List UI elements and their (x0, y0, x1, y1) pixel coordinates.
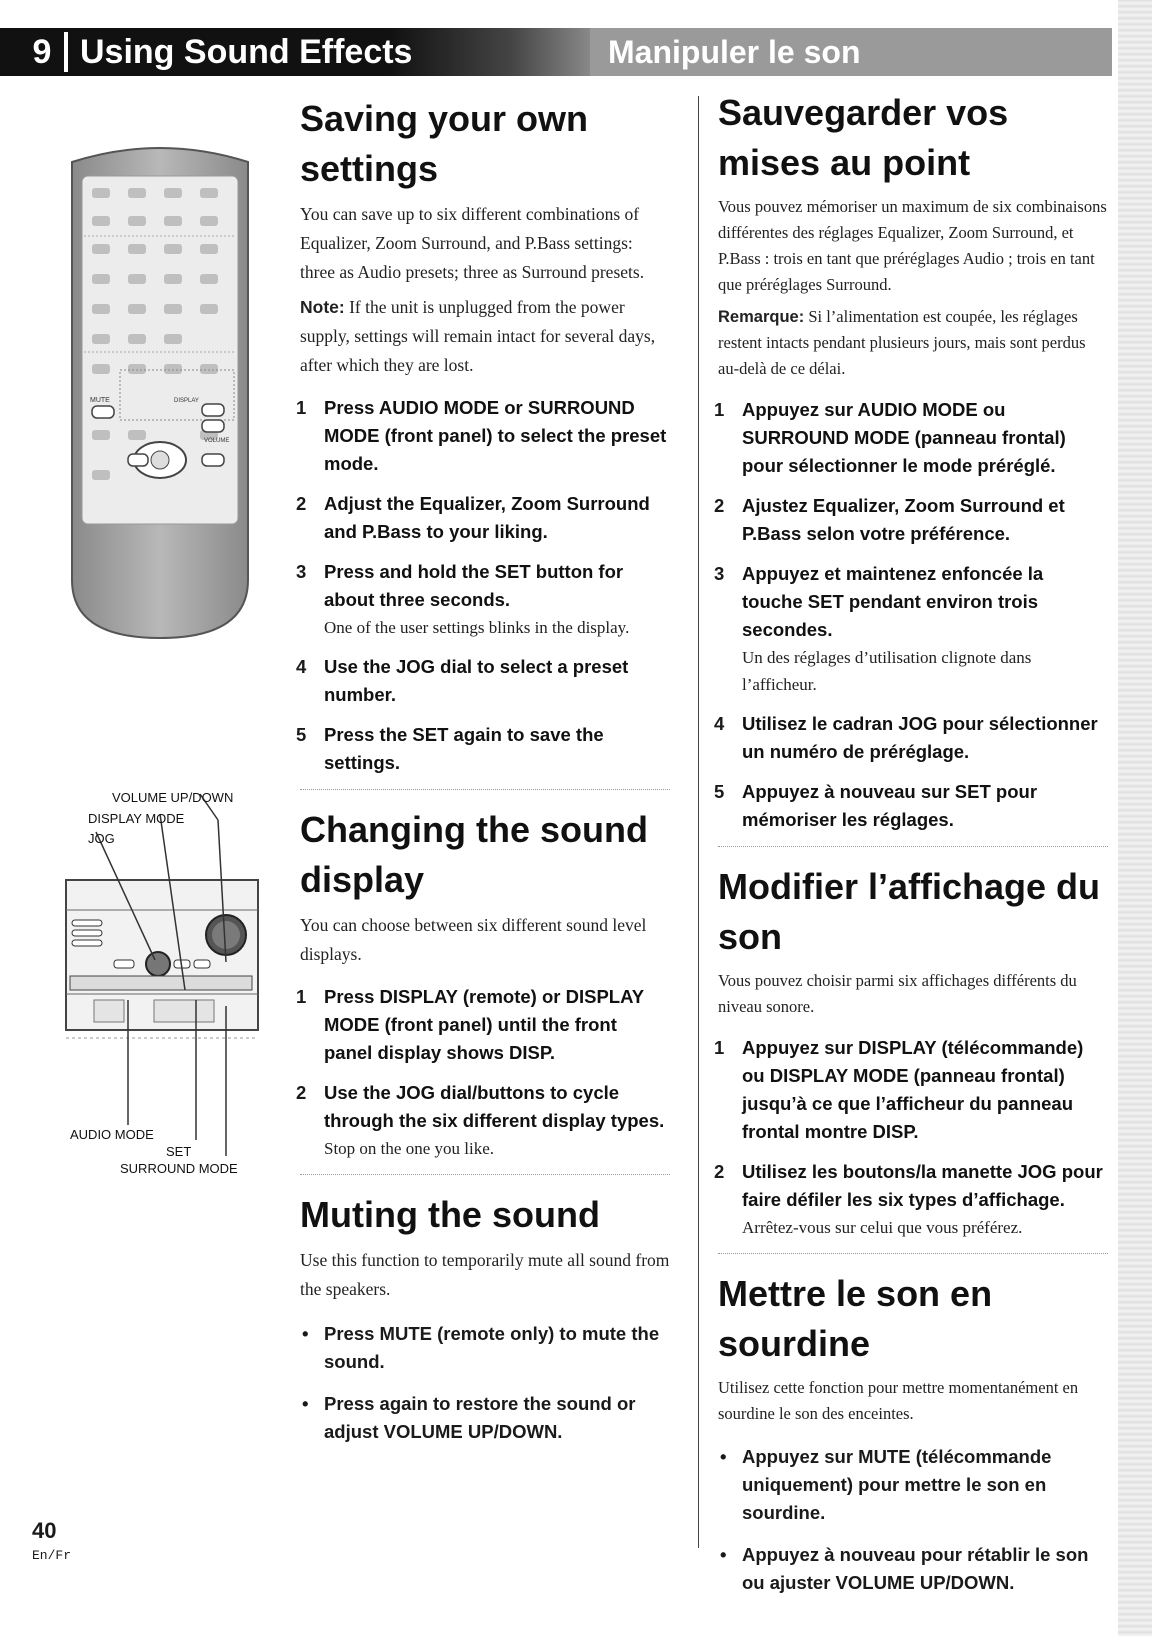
note (300, 293, 670, 380)
step-number: 4 (714, 713, 725, 734)
step-text: Press AUDIO MODE or SURROUND MODE (front panel) to select the preset mode. (324, 397, 667, 474)
step-detail: Arrêtez-vous sur celui que vous préférez. (742, 1218, 1023, 1237)
step (714, 778, 1108, 834)
note-label: Note: (300, 297, 345, 317)
bullet-text: Appuyez à nouveau pour rétablir le son ou ajuster VOLUME UP/DOWN. (742, 1544, 1089, 1593)
step-number: 1 (714, 1037, 725, 1058)
section-saving-settings-fr (714, 88, 1108, 834)
step-text: Use the JOG dial to select a preset number. (324, 656, 629, 705)
step-number: 3 (714, 563, 725, 584)
section-intro: Use this function to temporarily mute all sound from the speakers. (300, 1250, 670, 1299)
section-sound-display-fr (714, 862, 1108, 1241)
steps-list (714, 1034, 1108, 1241)
label-set: SET (166, 1144, 192, 1159)
bullet-text: Press again to restore the sound or adjust VOLUME UP/DOWN. (324, 1393, 636, 1442)
steps-list (296, 983, 670, 1162)
step-number: 1 (296, 986, 307, 1007)
step-number: 4 (296, 656, 307, 677)
section-intro: Vous pouvez choisir parmi six affichages différents du niveau sonore. (718, 971, 1077, 1016)
section-separator (300, 1174, 670, 1176)
step-number: 2 (714, 1161, 725, 1182)
page-number: 40 (32, 1518, 57, 1543)
steps-list (714, 396, 1108, 834)
section-intro: You can save up to six different combinations of Equalizer, Zoom Surround, and P.Bass settings: three as Audio presets; three as Surround presets. (300, 204, 645, 282)
bullet-icon: • (720, 1544, 727, 1565)
label-display-mode: DISPLAY MODE (88, 811, 185, 826)
bullet-list (300, 1320, 670, 1446)
step-text: Utilisez le cadran JOG pour sélectionner un numéro de préréglage. (742, 713, 1098, 762)
section-intro: Vous pouvez mémoriser un maximum de six combinaisons différentes des réglages Equalizer, Zoom Surround, et P.Bass : trois en tant que préréglages Audio ; trois en tant que préréglages Surround. (718, 197, 1107, 294)
section-intro: You can choose between six different sound level displays. (300, 915, 647, 964)
step-text: Use the JOG dial/buttons to cycle through the six different display types. (324, 1082, 665, 1131)
banner-gradient (390, 28, 590, 76)
step (296, 721, 670, 777)
section-title: Mettre le son en sourdine (718, 1273, 993, 1364)
step (296, 653, 670, 709)
remote-control-illustration (60, 140, 260, 640)
step (714, 1034, 1108, 1146)
label-jog: JOG (88, 831, 115, 846)
step-text: Appuyez sur AUDIO MODE ou SURROUND MODE (panneau frontal) pour sélectionner le mode préréglé. (742, 399, 1066, 476)
label-surround-mode: SURROUND MODE (120, 1161, 238, 1176)
section-saving-settings-en (296, 94, 670, 777)
label-audio-mode: AUDIO MODE (70, 1127, 154, 1142)
section-separator (718, 846, 1108, 848)
step-text: Press DISPLAY (remote) or DISPLAY MODE (front panel) until the front panel display shows DISP. (324, 986, 644, 1063)
page-edge-texture (1118, 0, 1152, 1636)
step-text: Appuyez et maintenez enfoncée la touche SET pendant environ trois secondes. (742, 563, 1044, 640)
bullet-icon: • (302, 1393, 309, 1414)
step-number: 5 (714, 781, 725, 802)
step-number: 1 (296, 397, 307, 418)
bullet-item (300, 1320, 670, 1376)
bullet-icon: • (302, 1323, 309, 1344)
column-divider (698, 96, 699, 1548)
step-detail: One of the user settings blinks in the display. (324, 618, 630, 637)
bullet-item (300, 1390, 670, 1446)
section-title: Saving your own settings (300, 98, 589, 189)
step (714, 710, 1108, 766)
step-number: 2 (296, 493, 307, 514)
step (714, 396, 1108, 480)
step (296, 394, 670, 478)
bullet-item (718, 1541, 1108, 1597)
step-text: Utilisez les boutons/la manette JOG pour faire défiler les six types d’affichage. (742, 1161, 1103, 1210)
remote-display-label: DISPLAY (174, 398, 199, 404)
section-muting-fr (718, 1269, 1108, 1597)
bullet-icon: • (720, 1446, 727, 1467)
step (714, 560, 1108, 698)
section-intro: Utilisez cette fonction pour mettre momentanément en sourdine le son des enceintes. (718, 1378, 1079, 1423)
chapter-number: 9 (20, 32, 68, 72)
step-text: Ajustez Equalizer, Zoom Surround et P.Bass selon votre préférence. (742, 495, 1065, 544)
chapter-title-fr: Manipuler le son (608, 34, 861, 70)
remote-volume-label: VOLUME (204, 438, 230, 444)
section-title: Sauvegarder vos mises au point (718, 92, 1009, 183)
french-column (714, 88, 1108, 1611)
note-label: Remarque: (718, 308, 805, 326)
step-text: Press the SET again to save the settings. (324, 724, 604, 773)
section-sound-display-en (296, 805, 670, 1162)
step-number: 2 (714, 495, 725, 516)
remote-mute-label: MUTE (90, 397, 110, 404)
step (714, 1158, 1108, 1241)
bullet-text: Press MUTE (remote only) to mute the sound. (324, 1323, 660, 1372)
step (296, 1079, 670, 1162)
step-number: 3 (296, 561, 307, 582)
section-title: Muting the sound (300, 1194, 600, 1235)
note-text: Si l’alimentation est coupée, les réglages restent intacts pendant plusieurs jours, mais sont perdus au-delà de ce délai. (718, 307, 1086, 378)
bullet-item (718, 1443, 1108, 1527)
step-number: 2 (296, 1082, 307, 1103)
bullet-list (718, 1443, 1108, 1597)
note-text: If the unit is unplugged from the power supply, settings will remain intact for several days, after which they are lost. (300, 297, 656, 375)
english-column (296, 94, 670, 1460)
step-text: Press and hold the SET button for about three seconds. (324, 561, 624, 610)
chapter-title-en: Using Sound Effects (80, 33, 413, 71)
step-text: Appuyez sur DISPLAY (télécommande) ou DISPLAY MODE (panneau frontal) jusqu’à ce que l’afficheur du panneau frontal montre DISP. (742, 1037, 1084, 1142)
step (296, 983, 670, 1067)
section-muting-en (300, 1190, 670, 1446)
step (296, 490, 670, 546)
label-volume-up-down: VOLUME UP/DOWN (112, 790, 234, 805)
step-detail: Un des réglages d’utilisation clignote dans l’afficheur. (742, 648, 1032, 694)
step-detail: Stop on the one you like. (324, 1139, 494, 1158)
steps-list (296, 394, 670, 777)
section-title: Changing the sound display (300, 809, 648, 900)
section-separator (718, 1253, 1108, 1255)
note (718, 304, 1108, 382)
step-number: 5 (296, 724, 307, 745)
step (714, 492, 1108, 548)
step-number: 1 (714, 399, 725, 420)
section-title: Modifier l’affichage du son (718, 866, 1101, 957)
bullet-text: Appuyez sur MUTE (télécommande uniquement) pour mettre le son en sourdine. (742, 1446, 1052, 1523)
section-separator (300, 789, 670, 791)
step (296, 558, 670, 641)
step-text: Adjust the Equalizer, Zoom Surround and P.Bass to your liking. (324, 493, 650, 542)
page-languages: En/Fr (32, 1548, 72, 1563)
step-text: Appuyez à nouveau sur SET pour mémoriser les réglages. (742, 781, 1038, 830)
